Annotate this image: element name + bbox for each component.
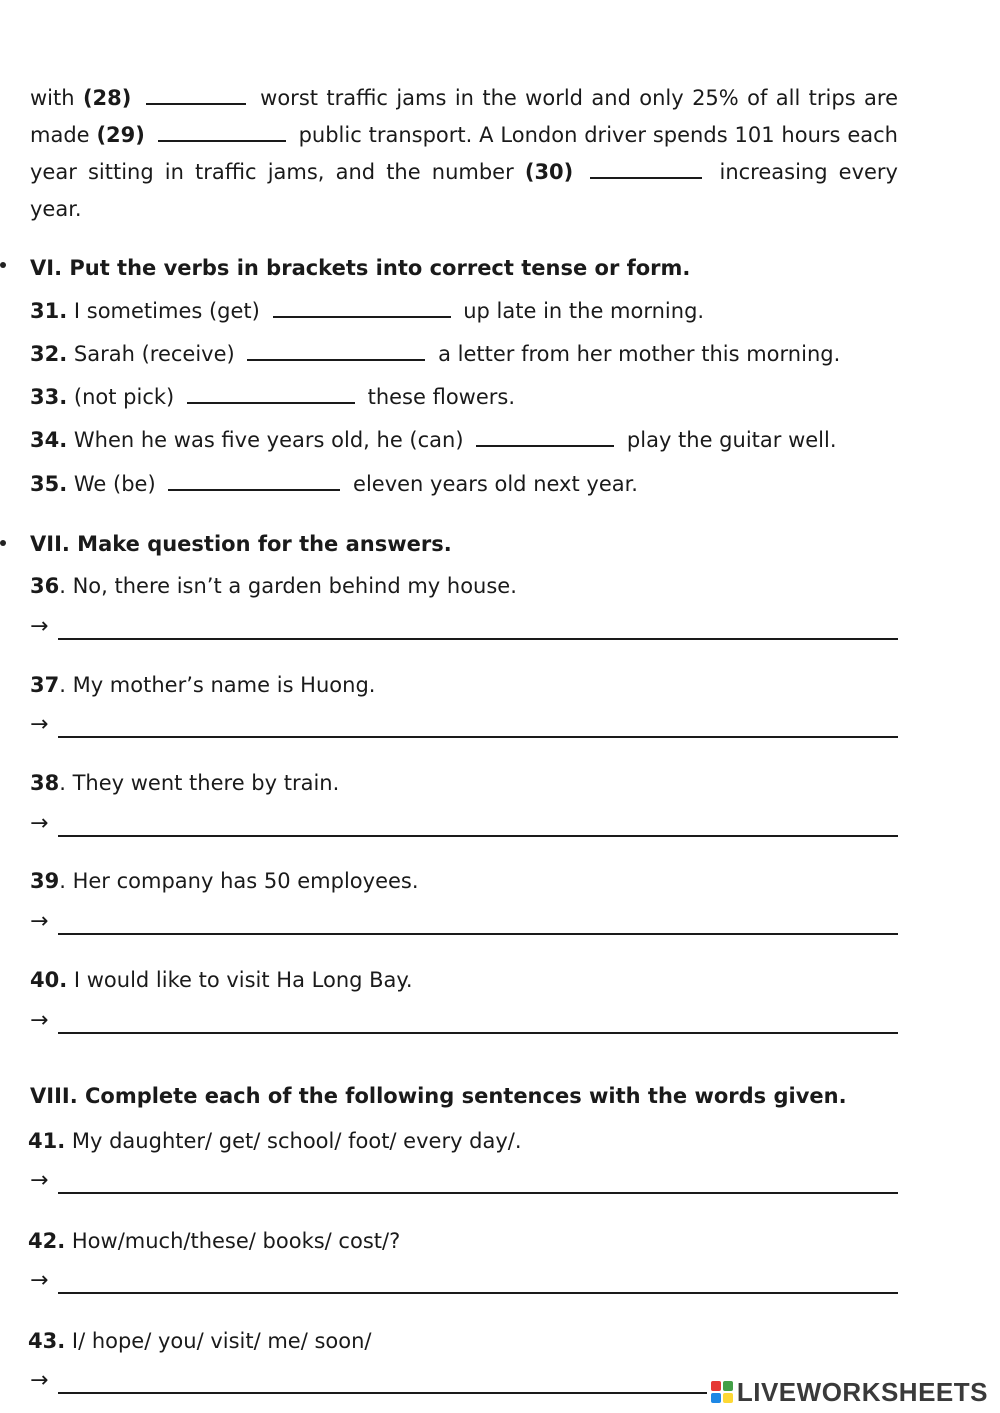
question-text: play the guitar well.	[626, 428, 837, 452]
question-number: 35.	[30, 472, 68, 496]
intro-text: increasing every year.	[30, 160, 898, 221]
question-number: 37	[30, 673, 60, 697]
question-number: 36	[30, 574, 60, 598]
blank-30[interactable]	[590, 159, 702, 179]
question-text: Sarah (receive)	[73, 342, 235, 366]
answer-line-36[interactable]	[30, 614, 898, 648]
section-7-title: VII. Make question for the answers.	[30, 532, 452, 556]
question-number: 42.	[28, 1229, 66, 1253]
question-text: We (be)	[73, 472, 156, 496]
section-6-title: VI. Put the verbs in brackets into correct tense or form.	[30, 256, 691, 280]
answer-rule	[58, 1292, 898, 1294]
blank-number-28: (28)	[82, 86, 132, 110]
answer-rule	[58, 638, 898, 640]
blank-29[interactable]	[158, 122, 286, 142]
question-text: How/much/these/ books/ cost/?	[65, 1229, 401, 1253]
logo-square-icon	[711, 1393, 721, 1403]
logo-text: LIVEWORKSHEETS	[736, 1376, 988, 1407]
question-text: . No, there isn’t a garden behind my house.	[59, 574, 517, 598]
question-41	[28, 1129, 522, 1154]
intro-paragraph	[30, 80, 898, 228]
logo-square-icon	[711, 1381, 721, 1391]
question-text: a letter from her mother this morning.	[438, 342, 841, 366]
arrow-icon: →	[30, 1268, 49, 1293]
question-40	[30, 968, 413, 993]
question-36	[30, 574, 517, 599]
section-8-title: VIII. Complete each of the following sentences with the words given.	[30, 1084, 847, 1108]
question-text: up late in the morning.	[463, 299, 705, 323]
logo-badge-icon	[711, 1381, 733, 1403]
question-text: . Her company has 50 employees.	[59, 869, 419, 893]
answer-rule	[58, 835, 898, 837]
arrow-icon: →	[30, 1008, 49, 1033]
question-number: 34.	[30, 428, 68, 452]
question-text: . They went there by train.	[59, 771, 340, 795]
arrow-icon: →	[30, 614, 49, 639]
question-number: 43.	[28, 1329, 66, 1353]
answer-line-39[interactable]	[30, 909, 898, 943]
question-42	[28, 1229, 400, 1254]
question-34	[30, 427, 837, 453]
answer-line-38[interactable]	[30, 811, 898, 845]
answer-rule	[58, 736, 898, 738]
question-38	[30, 771, 339, 796]
answer-line-41[interactable]	[30, 1168, 898, 1202]
question-43	[28, 1329, 372, 1354]
question-31	[30, 298, 704, 324]
question-32	[30, 341, 840, 367]
answer-blank-33[interactable]	[187, 384, 355, 404]
answer-line-37[interactable]	[30, 712, 898, 746]
question-text: When he was five years old, he (can)	[73, 428, 464, 452]
answer-blank-34[interactable]	[476, 427, 614, 447]
question-text: (not pick)	[73, 385, 175, 409]
intro-text: worst traffic jams in the world and only 25% of all trips are made	[30, 86, 898, 147]
intro-text: with	[30, 86, 75, 110]
margin-dot	[0, 262, 6, 268]
logo-square-icon	[723, 1381, 733, 1391]
answer-rule	[58, 933, 898, 935]
answer-rule	[58, 1192, 898, 1194]
question-text: I sometimes (get)	[73, 299, 260, 323]
arrow-icon: →	[30, 712, 49, 737]
answer-blank-31[interactable]	[273, 298, 451, 318]
question-number: 39	[30, 869, 60, 893]
question-text: these flowers.	[367, 385, 516, 409]
intro-text: public transport. A London driver spends 101 hours each year sitting in traffic jams, and the number	[30, 123, 898, 184]
liveworksheets-logo[interactable]	[707, 1375, 992, 1409]
question-33	[30, 384, 515, 410]
question-number: 31.	[30, 299, 68, 323]
margin-dot	[0, 540, 6, 546]
question-number: 32.	[30, 342, 68, 366]
question-text: I/ hope/ you/ visit/ me/ soon/	[65, 1329, 372, 1353]
logo-square-icon	[723, 1393, 733, 1403]
arrow-icon: →	[30, 811, 49, 836]
question-text: eleven years old next year.	[353, 472, 638, 496]
blank-number-29: (29)	[96, 123, 145, 147]
answer-blank-35[interactable]	[168, 471, 340, 491]
question-39	[30, 869, 419, 894]
question-number: 33.	[30, 385, 68, 409]
question-text: I would like to visit Ha Long Bay.	[67, 968, 413, 992]
question-37	[30, 673, 375, 698]
question-number: 38	[30, 771, 60, 795]
blank-28[interactable]	[146, 85, 246, 105]
arrow-icon: →	[30, 909, 49, 934]
question-text: . My mother’s name is Huong.	[59, 673, 376, 697]
question-35	[30, 471, 638, 497]
question-number: 41.	[28, 1129, 66, 1153]
blank-number-30: (30)	[524, 160, 574, 184]
question-number: 40.	[30, 968, 68, 992]
arrow-icon: →	[30, 1168, 49, 1193]
arrow-icon: →	[30, 1368, 49, 1393]
answer-blank-32[interactable]	[247, 341, 425, 361]
answer-line-42[interactable]	[30, 1268, 898, 1302]
question-text: My daughter/ get/ school/ foot/ every day/.	[65, 1129, 522, 1153]
answer-rule	[58, 1032, 898, 1034]
answer-line-40[interactable]	[30, 1008, 898, 1042]
